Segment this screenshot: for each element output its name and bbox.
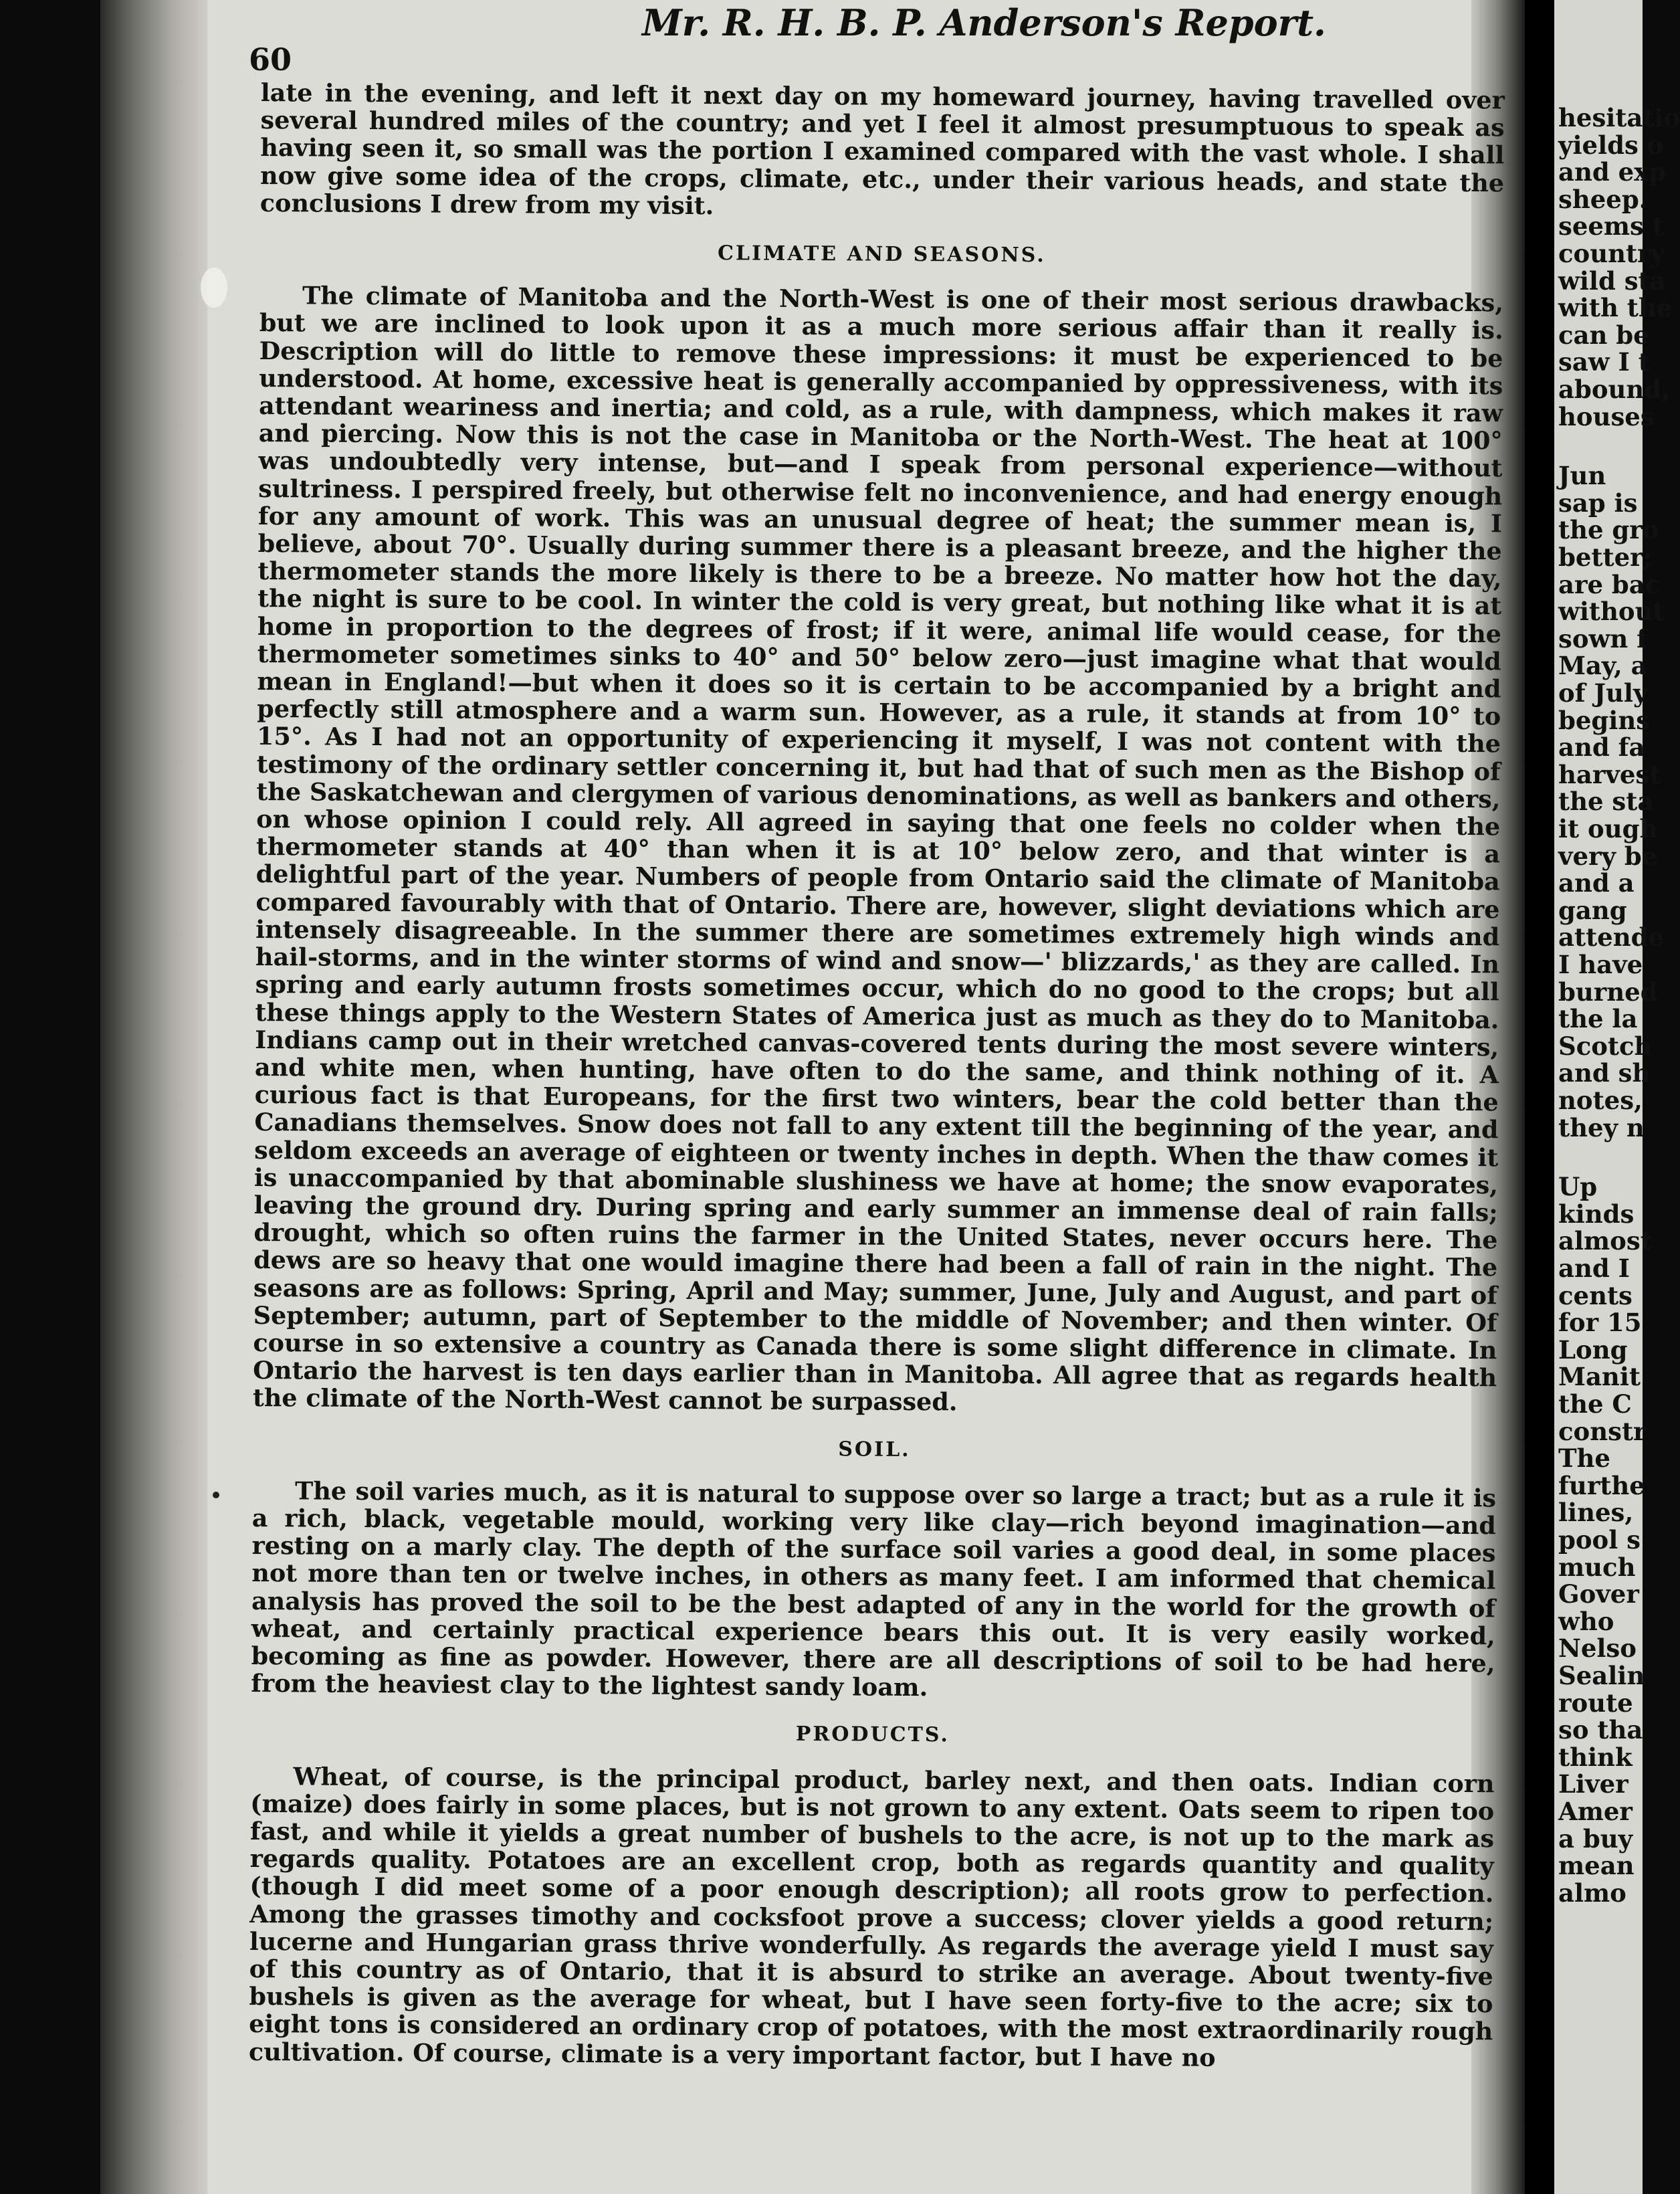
adjacent-page-fragment: furthe [1558,1470,1645,1500]
section-heading-soil: SOIL. [838,1437,911,1462]
adjacent-page-fragment: lines, [1558,1498,1634,1528]
adjacent-page-fragment: much [1558,1552,1636,1582]
adjacent-page-fragment: sap is [1558,488,1638,518]
adjacent-page-fragment: with the [1558,293,1673,323]
adjacent-page-fragment: mean [1558,1851,1635,1881]
adjacent-page-fragment: without [1558,597,1665,627]
section-heading-products: PRODUCTS. [795,1722,950,1747]
adjacent-page-fragment: attende [1558,922,1665,953]
adjacent-page-fragment: pool s [1558,1525,1641,1555]
adjacent-page-fragment: can be [1558,320,1649,350]
adjacent-page-fragment: burned [1558,977,1658,1007]
adjacent-page-fragment: Nelso [1558,1633,1637,1664]
adjacent-page-fragment: a buy [1558,1823,1633,1854]
adjacent-page-fragment: May, a [1558,651,1647,681]
adjacent-page [1554,0,1680,2194]
adjacent-page-fragment: wild sta [1558,266,1666,296]
adjacent-page-fragment: constr [1558,1416,1647,1446]
page-binding-edge [100,0,207,2194]
section-heading-climate: CLIMATE AND SEASONS. [717,241,1046,268]
adjacent-page-fragment: route [1558,1688,1633,1718]
adjacent-page-fragment: saw I t [1558,347,1650,377]
adjacent-page-fragment: are bac [1558,569,1661,599]
running-title: Mr. R. H. B. P. Anderson's Report. [642,1,1326,44]
adjacent-page-fragment: houses [1558,401,1655,431]
adjacent-page-fragment: I have [1558,950,1643,979]
paper-blemish [201,268,227,308]
adjacent-page-fragment: Scotch [1558,1031,1653,1061]
adjacent-page-fragment: for 15 [1558,1308,1642,1338]
adjacent-page-fragment: sown f [1558,623,1648,654]
adjacent-page-fragment: better; [1558,542,1653,572]
adjacent-page-fragment: gang [1558,895,1627,925]
adjacent-page-fragment: The [1558,1443,1610,1474]
adjacent-page-fragment: seems t [1558,211,1664,241]
adjacent-page-fragment: abound, [1558,375,1671,404]
adjacent-page-fragment: and sh [1558,1058,1651,1088]
adjacent-page-fragment: almost [1558,1226,1652,1256]
adjacent-page-fragment: Gover [1558,1579,1639,1609]
page-number: 60 [249,41,292,78]
margin-dot [213,1492,219,1498]
adjacent-page-fragment: it ough [1558,814,1658,843]
adjacent-page-fragment: Jun [1558,461,1606,491]
main-text-column [249,79,1505,2073]
adjacent-page-fragment: and a [1558,868,1635,898]
adjacent-page-fragment: Liver [1558,1769,1629,1799]
adjacent-page-fragment: Long [1558,1334,1628,1365]
book-gutter [1525,0,1554,2194]
products-paragraph: Wheat, of course, is the principal product, barley next, and then oats. Indian corn (maize) does fairly in some places, but is not grown to any extent. Oats seem to ripen too fast, and while it yields a great number of bushels to the acre, is not up to the mark as regards quality. Potatoes are an excellent crop, both as regards quantity and quality (though I did meet some of a poor enough description); all roots grow to perfection. Among the grasses timothy and cocksfoot prove a success; clover yields a good return; lucerne and Hungarian grass thrive wonderfully. As regards the average yield I must say of this country as of Ontario, that it is absurd to strike an average. About twenty-five bushels is given as the average for wheat, but I have seen forty-five to the acre; six to eight tons is considered an ordinary crop of potatoes, with the most extraordinarily rough cultivation. Of course, climate is a very important factor, but I have no [248,1761,1495,2072]
adjacent-page-fragment: Sealin [1558,1661,1645,1690]
adjacent-page-fragment: hesitatio [1558,103,1680,132]
adjacent-page-fragment: cents [1558,1280,1633,1310]
adjacent-page-fragment: and fa [1558,732,1645,763]
intro-paragraph: late in the evening, and left it next day on my homeward journey, having travelled over several hundred miles of the country; and yet I feel it almost presumptuous to speak as having seen it, so small was the portion I examined compared with the vast whole. I shall now give some idea of the crops, climate, etc., under their various heads, and state the conclusions I drew from my visit. [259,78,1505,220]
adjacent-page-fragment: begins [1558,705,1651,735]
adjacent-page-fragment: sheep. [1558,184,1648,214]
soil-paragraph: The soil varies much, as it is natural to suppose over so large a tract; but as a rule it is a rich, black, vegetable mould, working very like clay—rich beyond imagination—and resting on a marly clay. The depth of the surface soil varies a good deal, in some places not more than ten or twelve inches, in others as many feet. I am informed that chemical analysis has proved the soil to be the best adapted of any in the world for the growth of wheat, and certainly practical experience bears this out. It is very easily worked, becoming as fine as powder. However, there are all descriptions of soil to be had here, from the heaviest clay to the lightest sandy loam. [251,1476,1497,1702]
adjacent-page-fragment: and exp [1558,157,1667,187]
adjacent-page-fragment: the C [1558,1389,1632,1419]
adjacent-page-fragment: yields o [1558,130,1664,160]
climate-paragraph: The climate of Manitoba and the North-West is one of their most serious drawbacks, but we are inclined to look upon it as a much more serious affair than it really is. Description will do little to remove these impressions: it must be experienced to be understood. At home, excessive heat is generally accompanied by oppressiveness, with its attendant weariness and inertia; and cold, as a rule, with dampness, which makes it raw and piercing. Now this is not the case in Manitoba or the North-West. The heat at 100° was undoubtedly very intense, but—and I speak from personal experience—without sultriness. I perspired freely, but otherwise felt no inconvenience, and had energy enough for any amount of work. This was an unusual degree of heat; the summer mean is, I believe, about 70°. Usually during summer there is a pleasant breeze, and the higher the thermometer stands the more likely is there to be a breeze. No matter how hot the day, the night is sure to be cool. In winter the cold is very great, but nothing like what it is at home in proportion to the degrees of frost; if it were, animal life would cease, for the thermometer sometimes sinks to 40° and 50° below zero—just imagine what that would mean in England!—but when it does so it is certain to be accompanied by a bright and perfectly still atmosphere and a warm sun. However, as a rule, it stands at from 10° to 15°. As I had not an opportunity of experiencing it myself, I was not content with the testimony of the ordinary settler concerning it, but had that of such men as the Bishop of the Saskatchewan and clergymen of various denominations, as well as bankers and others, on whose opinion I could rely. All agreed in saying that one feels no colder when the thermometer stands at 40° than when it is at 10° below zero, and that winter is a delightful part of the year. Numbers of people from Ontario said the climate of Manitoba compared favourably with that of Ontario. There are, however, slight deviations which are intensely disagreeable. In the summer there are sometimes extremely high winds and hail-storms, and in the winter storms of wind and snow—' blizzards,' as they are called. In spring and early autumn frosts sometimes occur, which do no good to the crops; but all these things apply to the Western States of America just as much as they do to Manitoba. Indians camp out in their wretched canvas-covered tents during the most severe winters, and white men, when hunting, have often to do the same, and think nothing of it. A curious fact is that Europeans, for the first two winters, bear the cold better than the Canadians themselves. Snow does not fall to any extent till the beginning of the year, and seldom exceeds an average of eighteen or twenty inches in depth. When the thaw comes it is unaccompanied by that abominable slushiness we have at home; the snow evaporates, leaving the ground dry. During spring and early summer an immense deal of rain falls; drought, which so often ruins the farmer in the United States, never occurs here. The dews are so heavy that one would imagine there had been a fall of rain in the night. The seasons are as follows: Spring, April and May; summer, June, July and August, and part of September; autumn, part of September to the middle of November; and then winter. Of course in so extensive a country as Canada there is some slight difference in climate. In Ontario the harvest is ten days earlier than in Manitoba. All agree that as regards health the climate of the North-West cannot be surpassed. [252,281,1504,1417]
adjacent-page-fragment: notes, [1558,1086,1643,1115]
adjacent-page-fragment: and I [1558,1254,1630,1283]
adjacent-page-fragment: so tha [1558,1715,1643,1745]
adjacent-page-fragment: kinds [1558,1199,1635,1229]
adjacent-page-fragment: think [1558,1742,1633,1772]
adjacent-page-fragment: country [1558,239,1665,268]
adjacent-page-fragment: harvest [1558,759,1661,789]
adjacent-page-fragment: very be [1558,841,1658,871]
adjacent-page-fragment: who [1558,1606,1614,1636]
adjacent-page-fragment: the sta [1558,787,1654,817]
adjacent-page-fragment: they n [1558,1112,1645,1142]
adjacent-page-fragment: of July [1558,678,1648,708]
adjacent-page-fragment: the gro [1558,515,1659,545]
adjacent-page-fragment: Amer [1558,1797,1633,1826]
adjacent-page-fragment: almo [1558,1878,1626,1908]
adjacent-page-fragment: Manit [1558,1362,1641,1392]
adjacent-page-fragment: the la [1558,1004,1638,1034]
adjacent-page-fragment: Up [1558,1172,1598,1202]
